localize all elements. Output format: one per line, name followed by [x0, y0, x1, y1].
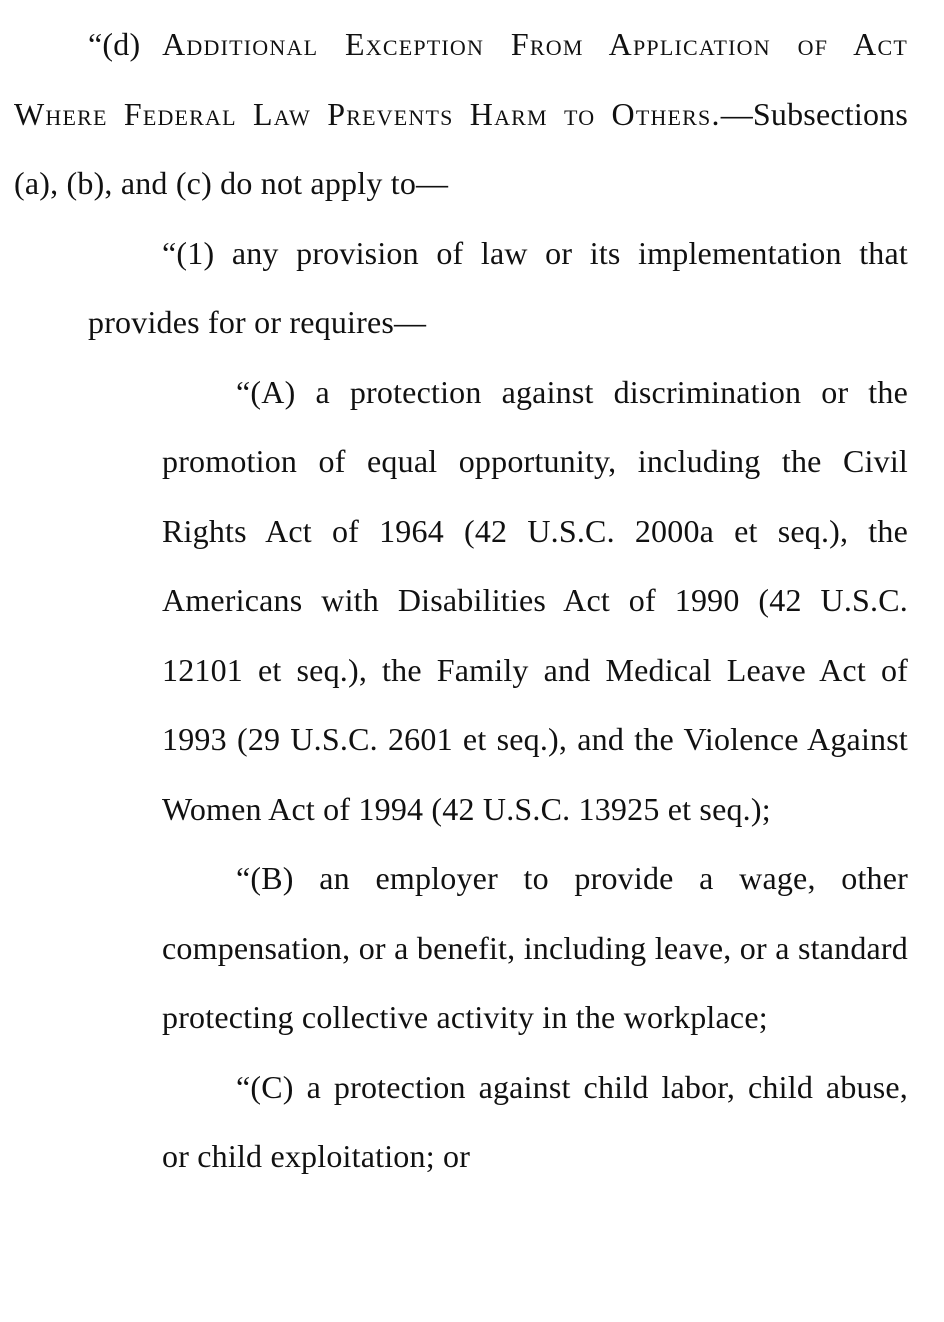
subparagraph-a-label: “(A) — [236, 373, 296, 410]
paragraph-1-text: any provision of law or its implementation that provides for or requires— — [88, 234, 908, 340]
subsection-d-heading: Additional Exception From Application of Act Where Federal Law Prevents Harm to Others. — [14, 26, 908, 132]
subparagraph-b-label: “(B) — [236, 860, 294, 896]
subparagraph-c — [0, 1053, 944, 1192]
paragraph-1-label: “(1) — [162, 234, 215, 271]
document-page — [0, 10, 944, 1192]
subparagraph-c-label: “(C) — [236, 1068, 294, 1105]
subsection-d — [0, 10, 944, 219]
subsection-d-text: —Subsections (a), (b), and (c) do not apply to— — [14, 95, 908, 201]
paragraph-1 — [0, 219, 944, 358]
subparagraph-b — [0, 844, 944, 1053]
subparagraph-b-text: an employer to provide a wage, other compensation, or a benefit, including leave, or a standard protecting collective activity in the workplace; — [162, 860, 909, 1035]
subparagraph-c-text: a protection against child labor, child abuse, or child exploitation; or — [162, 1068, 908, 1174]
subparagraph-a — [0, 358, 944, 845]
subsection-d-label: “(d) — [88, 26, 141, 62]
subparagraph-a-text: a protection against discrimination or the promotion of equal opportunity, including the Civil Rights Act of 1964 (42 U.S.C. 2000a et seq.), the Americans with Disabilities Act of 1990 (42 U.S.C. 12101 et seq.), the Family and Medical Leave Act of 1993 (29 U.S.C. 2601 et seq.), and the Violence Against Women Act of 1994 (42 U.S.C. 13925 et seq.); — [162, 373, 908, 827]
